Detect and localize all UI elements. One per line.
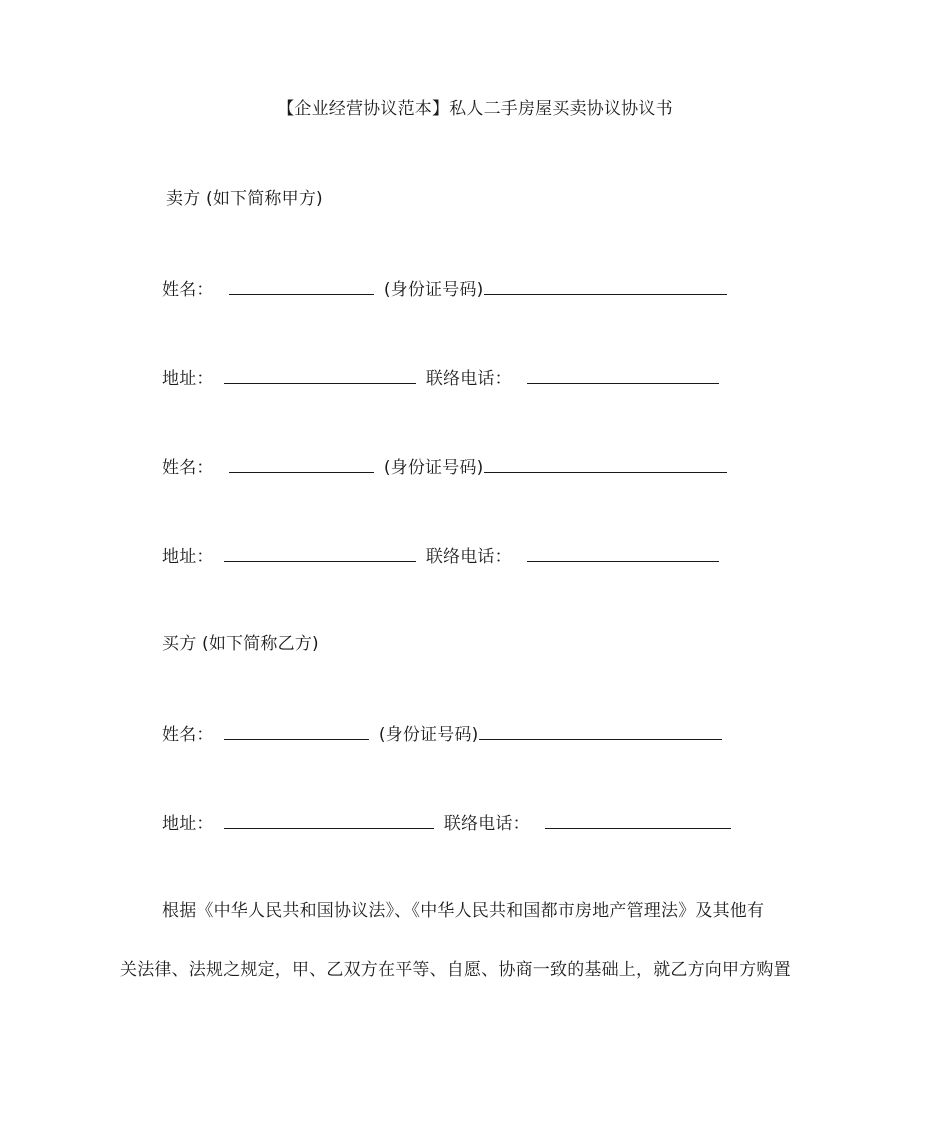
- buyer-heading: 买方 (如下简称乙方): [162, 634, 319, 654]
- address-label: 地址：: [162, 547, 214, 567]
- phone-label: 联络电话：: [443, 814, 530, 834]
- seller-1-name-blank[interactable]: [229, 276, 374, 295]
- seller-1-address-row: [162, 365, 723, 391]
- phone-label: 联络电话：: [425, 547, 512, 567]
- seller-1-address-blank[interactable]: [224, 365, 416, 384]
- paragraph-line-2: 关法律、法规之规定，甲、乙双方在平等、自愿、协商一致的基础上，就乙方向甲方购置: [120, 960, 791, 980]
- phone-label: 联络电话：: [425, 369, 512, 389]
- buyer-address-row: [162, 810, 735, 836]
- seller-2-address-row: [162, 543, 723, 569]
- seller-heading: 卖方 (如下简称甲方): [166, 189, 323, 209]
- name-label: 姓名：: [162, 725, 214, 745]
- id-number-label: (身份证号码): [383, 458, 484, 478]
- buyer-name-blank[interactable]: [224, 721, 369, 740]
- buyer-name-row: [162, 721, 726, 747]
- buyer-address-blank[interactable]: [224, 810, 434, 829]
- seller-2-phone-blank[interactable]: [527, 543, 719, 562]
- paragraph-line-1: 根据《中华人民共和国协议法》、《中华人民共和国都市房地产管理法》及其他有: [162, 901, 765, 921]
- buyer-phone-blank[interactable]: [545, 810, 731, 829]
- name-label: 姓名：: [162, 458, 214, 478]
- seller-1-id-blank[interactable]: [484, 276, 727, 295]
- seller-2-id-blank[interactable]: [484, 454, 727, 473]
- seller-2-address-blank[interactable]: [224, 543, 416, 562]
- name-label: 姓名：: [162, 280, 214, 300]
- seller-1-name-row: [162, 276, 731, 302]
- id-number-label: (身份证号码): [383, 280, 484, 300]
- address-label: 地址：: [162, 814, 214, 834]
- seller-2-name-blank[interactable]: [229, 454, 374, 473]
- seller-1-phone-blank[interactable]: [527, 365, 719, 384]
- seller-2-name-row: [162, 454, 731, 480]
- document-title: 【企业经营协议范本】私人二手房屋买卖协议协议书: [277, 99, 673, 119]
- id-number-label: (身份证号码): [378, 725, 479, 745]
- address-label: 地址：: [162, 369, 214, 389]
- buyer-id-blank[interactable]: [479, 721, 722, 740]
